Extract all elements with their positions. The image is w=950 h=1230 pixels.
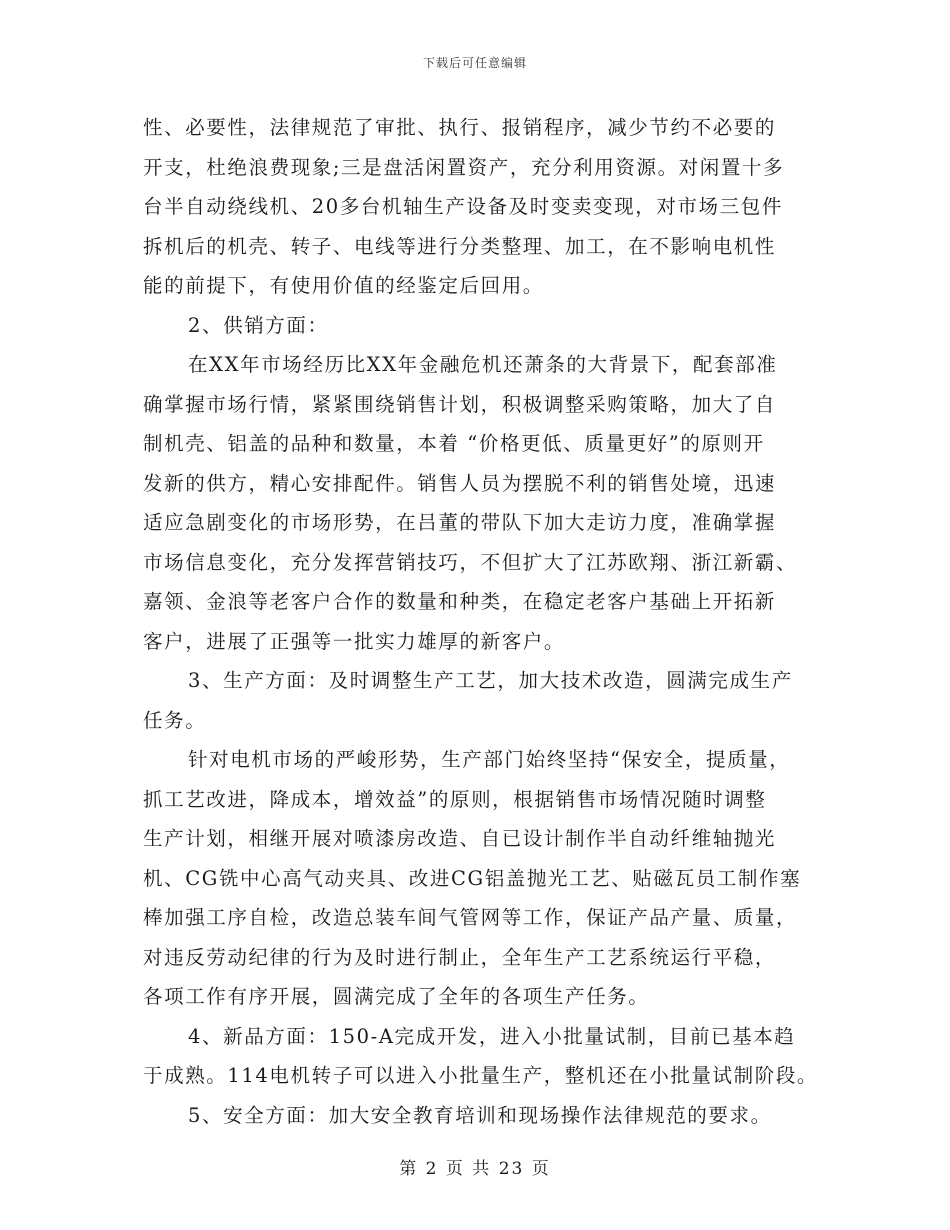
text-line: 市场信息变化，充分发挥营销技巧，不但扩大了江苏欧翔、浙江新霸、 [143, 550, 798, 574]
text-line: 客户，进展了正强等一批实力雄厚的新客户。 [143, 629, 566, 653]
text-line: 于成熟。114电机转子可以进入小批量生产，整机还在小批量试制阶段。 [143, 1064, 819, 1087]
text-line: 嘉领、金浪等老客户合作的数量和种类，在稳定老客户基础上开拓新 [143, 590, 777, 613]
paragraph [143, 740, 823, 1017]
text-line: 台半自动绕线机、20多台机轴生产设备及时变卖变现，对市场三包件 [143, 195, 783, 218]
text-line: 拆机后的机壳、转子、电线等进行分类整理、加工，在不影响电机性 [143, 234, 777, 258]
text-line: 各项工作有序开展，圆满完成了全年的各项生产任务。 [143, 985, 650, 1008]
text-line: 发新的供方，精心安排配件。销售人员为摆脱不利的销售处境，迅速 [143, 471, 777, 495]
text-line: 棒加强工序自检，改造总装车间气管网等工作，保证产品产量、质量， [143, 906, 798, 929]
text-line: 4、新品方面：150-A完成开发，进入小批量试制，目前已基本趋 [188, 1024, 796, 1048]
section-heading [143, 1017, 823, 1096]
page-footer: 第 2 页 共 23 页 [399, 1159, 551, 1179]
section-heading [143, 306, 823, 346]
text-line: 适应急剧变化的市场形势，在吕董的带队下加大走访力度，准确掌握 [143, 511, 777, 534]
text-line: 能的前提下，有使用价值的经鉴定后回用。 [143, 274, 544, 297]
text-line: 性、必要性，法律规范了审批、执行、报销程序，减少节约不必要的 [143, 116, 777, 139]
paragraph [143, 108, 823, 306]
text-line: 对违反劳动纪律的行为及时进行制止，全年生产工艺系统运行平稳， [143, 945, 777, 969]
text-line: 抓工艺改进，降成本，增效益”的原则，根据销售市场情况随时调整 [143, 787, 767, 811]
paragraph [143, 345, 823, 661]
text-line: 5、安全方面：加大安全教育培训和现场操作法律规范的要求。 [188, 1103, 772, 1127]
text-line: 确掌握市场行情，紧紧围绕销售计划，积极调整采购策略，加大了自 [143, 392, 777, 416]
text-line: 针对电机市场的严峻形势，生产部门始终坚持“保安全，提质量， [188, 748, 791, 771]
section-heading [143, 1096, 823, 1136]
text-line: 机、CG铣中心高气动夹具、改进CG铝盖抛光工艺、贴磁瓦员工制作塞 [143, 866, 802, 890]
text-line: 3、生产方面：及时调整生产工艺，加大技术改造，圆满完成生产 [188, 669, 793, 692]
text-line: 任务。 [143, 708, 207, 732]
text-line: 在XX年市场经历比XX年金融危机还萧条的大背景下，配套部准 [188, 353, 778, 376]
text-line: 开支，杜绝浪费现象;三是盘活闲置资产，充分利用资源。对闲置十多 [143, 155, 785, 179]
page-header: 下载后可任意编辑 [422, 56, 527, 70]
text-line: 制机壳、铝盖的品种和数量，本着 “价格更低、质量更好”的原则开 [143, 432, 765, 455]
section-heading [143, 661, 823, 740]
text-line: 2、供销方面： [188, 313, 329, 337]
text-line: 生产计划，相继开展对喷漆房改造、自已设计制作半自动纤维轴抛光 [143, 827, 777, 850]
document-body [143, 108, 823, 1135]
